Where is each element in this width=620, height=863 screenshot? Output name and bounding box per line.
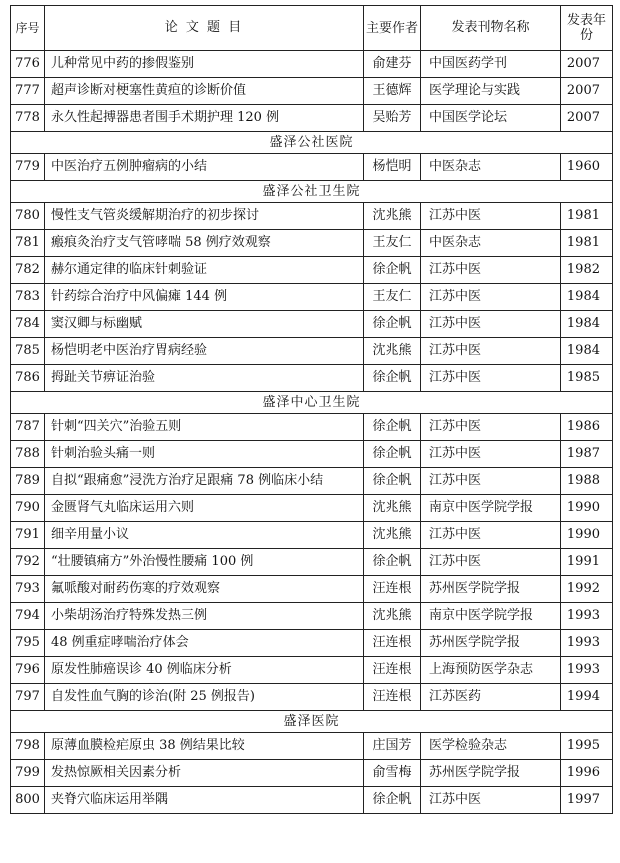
cell-title: 中医治疗五例肿瘤病的小结 (45, 154, 364, 181)
table-row (11, 284, 613, 311)
section-header-row (11, 711, 613, 733)
cell-num: 796 (11, 657, 45, 684)
cell-num: 779 (11, 154, 45, 181)
cell-title: 原薄血膜检疟原虫 38 例结果比较 (45, 733, 364, 760)
cell-year: 1984 (561, 338, 613, 365)
cell-title: 细辛用量小议 (45, 522, 364, 549)
cell-journal: 中国医学论坛 (421, 105, 561, 132)
cell-journal: 江苏中医 (421, 257, 561, 284)
cell-journal: 江苏医药 (421, 684, 561, 711)
cell-num: 789 (11, 468, 45, 495)
cell-author: 沈兆熊 (364, 495, 421, 522)
cell-author: 徐企帆 (364, 787, 421, 814)
cell-title: “壮腰镇痛方”外治慢性腰痛 100 例 (45, 549, 364, 576)
table-row (11, 365, 613, 392)
cell-year: 1994 (561, 684, 613, 711)
cell-journal: 苏州医学院学报 (421, 576, 561, 603)
cell-num: 792 (11, 549, 45, 576)
section-header-row (11, 181, 613, 203)
cell-num: 799 (11, 760, 45, 787)
cell-num: 791 (11, 522, 45, 549)
cell-journal: 上海预防医学杂志 (421, 657, 561, 684)
cell-journal: 南京中医学院学报 (421, 495, 561, 522)
table-row (11, 203, 613, 230)
cell-year: 2007 (561, 78, 613, 105)
header-num: 序号 (11, 6, 45, 51)
cell-num: 780 (11, 203, 45, 230)
cell-journal: 江苏中医 (421, 468, 561, 495)
cell-title: 发热惊厥相关因素分析 (45, 760, 364, 787)
cell-title: 儿种常见中药的掺假鉴别 (45, 51, 364, 78)
cell-journal: 江苏中医 (421, 441, 561, 468)
cell-num: 784 (11, 311, 45, 338)
cell-year: 1986 (561, 414, 613, 441)
cell-title: 瘢痕灸治疗支气管哮喘 58 例疗效观察 (45, 230, 364, 257)
cell-year: 1997 (561, 787, 613, 814)
cell-title: 氟哌酸对耐药伤寒的疗效观察 (45, 576, 364, 603)
cell-journal: 江苏中医 (421, 522, 561, 549)
cell-author: 俞建芬 (364, 51, 421, 78)
cell-title: 针药综合治疗中风偏瘫 144 例 (45, 284, 364, 311)
cell-journal: 江苏中医 (421, 787, 561, 814)
table-row (11, 105, 613, 132)
cell-journal: 医学理论与实践 (421, 78, 561, 105)
cell-title: 原发性肺癌误诊 40 例临床分析 (45, 657, 364, 684)
section-name: 盛泽公社卫生院 (11, 181, 613, 203)
cell-author: 沈兆熊 (364, 203, 421, 230)
table-row (11, 733, 613, 760)
cell-author: 王友仁 (364, 230, 421, 257)
cell-year: 2007 (561, 105, 613, 132)
cell-author: 徐企帆 (364, 441, 421, 468)
cell-journal: 江苏中医 (421, 414, 561, 441)
cell-author: 徐企帆 (364, 549, 421, 576)
cell-journal: 江苏中医 (421, 311, 561, 338)
cell-year: 1996 (561, 760, 613, 787)
cell-journal: 江苏中医 (421, 549, 561, 576)
cell-year: 1985 (561, 365, 613, 392)
table-row (11, 338, 613, 365)
cell-author: 沈兆熊 (364, 522, 421, 549)
cell-title: 夹脊穴临床运用举隅 (45, 787, 364, 814)
cell-journal: 江苏中医 (421, 338, 561, 365)
table-row (11, 787, 613, 814)
header-journal: 发表刊物名称 (421, 6, 561, 51)
cell-title: 慢性支气管炎缓解期治疗的初步探讨 (45, 203, 364, 230)
cell-title: 杨恺明老中医治疗胃病经验 (45, 338, 364, 365)
table-row (11, 414, 613, 441)
table-row (11, 230, 613, 257)
cell-num: 782 (11, 257, 45, 284)
cell-num: 777 (11, 78, 45, 105)
cell-author: 杨恺明 (364, 154, 421, 181)
cell-year: 1993 (561, 603, 613, 630)
section-name: 盛泽医院 (11, 711, 613, 733)
table-row (11, 51, 613, 78)
cell-year: 1982 (561, 257, 613, 284)
cell-journal: 中国医药学刊 (421, 51, 561, 78)
table-row (11, 603, 613, 630)
cell-journal: 苏州医学院学报 (421, 630, 561, 657)
cell-title: 拇趾关节痹证治验 (45, 365, 364, 392)
cell-num: 797 (11, 684, 45, 711)
cell-author: 徐企帆 (364, 365, 421, 392)
cell-author: 王友仁 (364, 284, 421, 311)
table-row (11, 630, 613, 657)
cell-journal: 江苏中医 (421, 203, 561, 230)
cell-author: 沈兆熊 (364, 603, 421, 630)
cell-author: 徐企帆 (364, 414, 421, 441)
papers-table (10, 5, 613, 814)
cell-year: 1993 (561, 657, 613, 684)
cell-num: 790 (11, 495, 45, 522)
table-header-row (11, 6, 613, 51)
cell-year: 1991 (561, 549, 613, 576)
table-row (11, 468, 613, 495)
table-row (11, 760, 613, 787)
table-row (11, 684, 613, 711)
cell-num: 787 (11, 414, 45, 441)
cell-author: 汪连根 (364, 630, 421, 657)
cell-title: 金匮肾气丸临床运用六则 (45, 495, 364, 522)
cell-year: 1987 (561, 441, 613, 468)
cell-num: 785 (11, 338, 45, 365)
section-header-row (11, 392, 613, 414)
cell-title: 针刺治验头痛一则 (45, 441, 364, 468)
cell-author: 徐企帆 (364, 468, 421, 495)
table-row (11, 657, 613, 684)
cell-title: 超声诊断对梗塞性黄疸的诊断价值 (45, 78, 364, 105)
cell-journal: 中医杂志 (421, 154, 561, 181)
cell-year: 1990 (561, 495, 613, 522)
cell-title: 自发性血气胸的诊治(附 25 例报告) (45, 684, 364, 711)
cell-title: 自拟“跟痛愈”浸洗方治疗足跟痛 78 例临床小结 (45, 468, 364, 495)
cell-year: 1993 (561, 630, 613, 657)
table-row (11, 154, 613, 181)
cell-year: 1984 (561, 284, 613, 311)
cell-num: 778 (11, 105, 45, 132)
cell-journal: 中医杂志 (421, 230, 561, 257)
cell-title: 针刺“四关穴”治验五则 (45, 414, 364, 441)
cell-year: 1960 (561, 154, 613, 181)
table-body (11, 51, 613, 814)
table-row (11, 495, 613, 522)
table-row (11, 257, 613, 284)
cell-author: 王德辉 (364, 78, 421, 105)
cell-author: 汪连根 (364, 657, 421, 684)
cell-num: 776 (11, 51, 45, 78)
cell-journal: 医学检验杂志 (421, 733, 561, 760)
document-page (10, 5, 612, 814)
cell-journal: 南京中医学院学报 (421, 603, 561, 630)
table-row (11, 311, 613, 338)
cell-author: 徐企帆 (364, 257, 421, 284)
cell-num: 783 (11, 284, 45, 311)
section-name: 盛泽公社医院 (11, 132, 613, 154)
cell-title: 窦汉卿与标幽赋 (45, 311, 364, 338)
section-header-row (11, 132, 613, 154)
header-title: 论 文 题 目 (45, 6, 364, 51)
cell-year: 1992 (561, 576, 613, 603)
cell-author: 徐企帆 (364, 311, 421, 338)
cell-num: 793 (11, 576, 45, 603)
cell-num: 795 (11, 630, 45, 657)
table-row (11, 78, 613, 105)
cell-author: 汪连根 (364, 684, 421, 711)
cell-year: 1990 (561, 522, 613, 549)
cell-author: 俞雪梅 (364, 760, 421, 787)
cell-author: 吴贻芳 (364, 105, 421, 132)
cell-title: 小柴胡汤治疗特殊发热三例 (45, 603, 364, 630)
table-row (11, 441, 613, 468)
cell-title: 赫尔通定律的临床针刺验证 (45, 257, 364, 284)
cell-journal: 苏州医学院学报 (421, 760, 561, 787)
cell-title: 永久性起搏器患者围手术期护理 120 例 (45, 105, 364, 132)
cell-year: 1984 (561, 311, 613, 338)
cell-journal: 江苏中医 (421, 284, 561, 311)
table-row (11, 576, 613, 603)
cell-author: 沈兆熊 (364, 338, 421, 365)
header-author: 主要作者 (364, 6, 421, 51)
table-row (11, 549, 613, 576)
cell-journal: 江苏中医 (421, 365, 561, 392)
table-row (11, 522, 613, 549)
cell-year: 1981 (561, 230, 613, 257)
cell-author: 汪连根 (364, 576, 421, 603)
cell-year: 2007 (561, 51, 613, 78)
cell-year: 1981 (561, 203, 613, 230)
cell-num: 781 (11, 230, 45, 257)
cell-num: 788 (11, 441, 45, 468)
cell-num: 794 (11, 603, 45, 630)
header-year: 发表年份 (561, 6, 613, 51)
cell-year: 1995 (561, 733, 613, 760)
cell-num: 798 (11, 733, 45, 760)
cell-year: 1988 (561, 468, 613, 495)
section-name: 盛泽中心卫生院 (11, 392, 613, 414)
cell-num: 786 (11, 365, 45, 392)
cell-author: 庄国芳 (364, 733, 421, 760)
cell-num: 800 (11, 787, 45, 814)
cell-title: 48 例重症哮喘治疗体会 (45, 630, 364, 657)
